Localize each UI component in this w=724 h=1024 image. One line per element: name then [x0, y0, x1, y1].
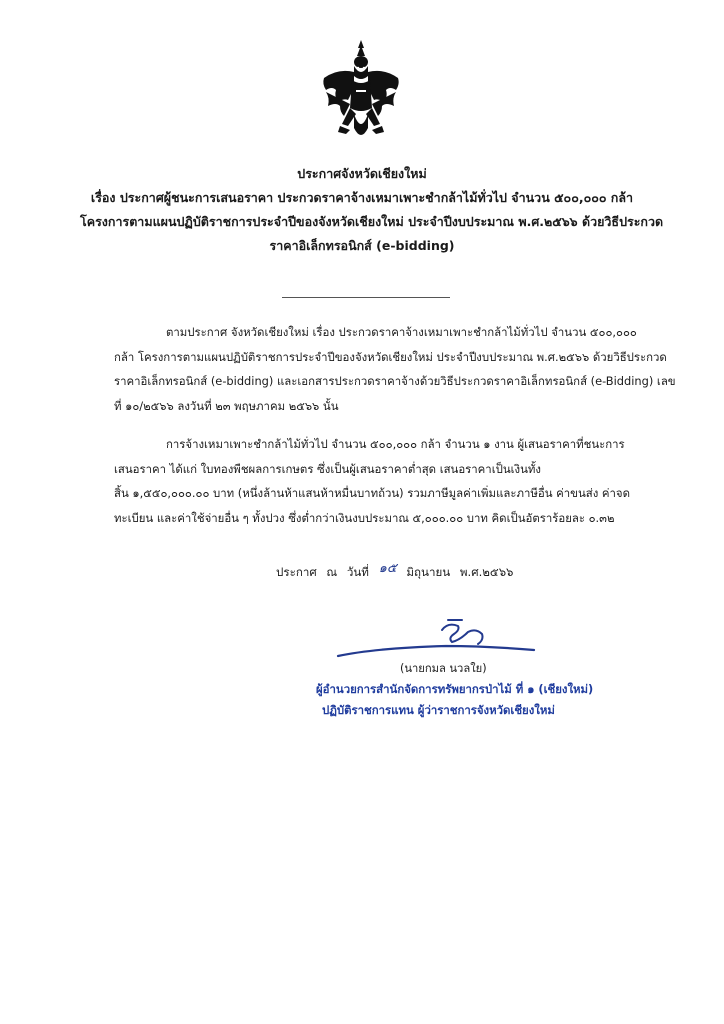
paragraph-line: สิ้น ๑,๕๕๐,๐๐๐.๐๐ บาท (หนึ่งล้านห้าแสนห้าหมื่นบาทถ้วน) รวมภาษีมูลค่าเพิ่มและภาษีอื่น ค่าขนส่ง ค่าจด — [114, 486, 630, 500]
signer-name: (นายกมล นวลใย) — [400, 662, 487, 675]
announce-day: ๑๕ — [378, 561, 397, 576]
paragraph-line: การจ้างเหมาเพาะชำกล้าไม้ทั่วไป จำนวน ๕๐๐,๐๐๐ กล้า จำนวน ๑ งาน ผู้เสนอราคาที่ชนะการ — [166, 437, 625, 451]
announce-at: ณ — [326, 565, 338, 579]
announce-month: มิถุนายน — [406, 565, 451, 579]
document-header — [80, 162, 664, 258]
header-subject-end: ราคาอิเล็กทรอนิกส์ (e-bidding) — [269, 238, 455, 253]
body-paragraph-1 — [114, 320, 676, 418]
header-divider — [282, 297, 450, 298]
paragraph-line: เสนอราคา ได้แก่ ใบทองพืชผลการเกษตร ซึ่งเป็นผู้เสนอราคาต่ำสุด เสนอราคาเป็นเงินทั้ง — [114, 461, 541, 476]
paragraph-line: ตามประกาศ จังหวัดเชียงใหม่ เรื่อง ประกวดราคาจ้างเหมาเพาะชำกล้าไม้ทั่วไป จำนวน ๕๐๐,๐๐๐ — [166, 325, 637, 339]
announce-year: พ.ศ.๒๕๖๖ — [459, 565, 514, 579]
signer-acting-title: ปฏิบัติราชการแทน ผู้ว่าราชการจังหวัดเชียงใหม่ — [322, 703, 555, 717]
header-title: ประกาศจังหวัดเชียงใหม่ — [297, 166, 427, 181]
announce-prefix: ประกาศ — [276, 565, 317, 579]
announcement-date — [276, 561, 519, 582]
header-subject: เรื่อง ประกาศผู้ชนะการเสนอราคา ประกวดราคาจ้างเหมาเพาะชำกล้าไม้ทั่วไป จำนวน ๕๐๐,๐๐๐ กล้า — [90, 190, 634, 205]
paragraph-line: ราคาอิเล็กทรอนิกส์ (e-bidding) และเอกสารประกวดราคาจ้างด้วยวิธีประกวดราคาอิเล็กทรอนิกส์ (e-Bidding) เลข — [114, 374, 676, 388]
announce-day-label: วันที่ — [346, 565, 369, 579]
header-subject-cont: โครงการตามแผนปฏิบัติราชการประจำปีของจังหวัดเชียงใหม่ ประจำปีงบประมาณ พ.ศ.๒๕๖๖ ด้วยวิธีประกวด — [80, 214, 664, 229]
paragraph-line: ที่ ๑๐/๒๕๖๖ ลงวันที่ ๒๓ พฤษภาคม ๒๕๖๖ นั้น — [114, 398, 339, 413]
signer-title: ผู้อำนวยการสำนักจัดการทรัพยากรป่าไม้ ที่ ๑ (เชียงใหม่) — [316, 682, 594, 696]
garuda-emblem-icon — [318, 38, 404, 144]
body-paragraph-2 — [114, 432, 644, 530]
paragraph-line: กล้า โครงการตามแผนปฏิบัติราชการประจำปีของจังหวัดเชียงใหม่ ประจำปีงบประมาณ พ.ศ.๒๕๖๖ ด้วยวิธีประกวด — [114, 349, 667, 364]
paragraph-line: ทะเบียน และค่าใช้จ่ายอื่น ๆ ทั้งปวง ซึ่งต่ำกว่าเงินงบประมาณ ๕,๐๐๐.๐๐ บาท คิดเป็นอัตราร้อยละ ๐.๓๒ — [114, 510, 615, 525]
